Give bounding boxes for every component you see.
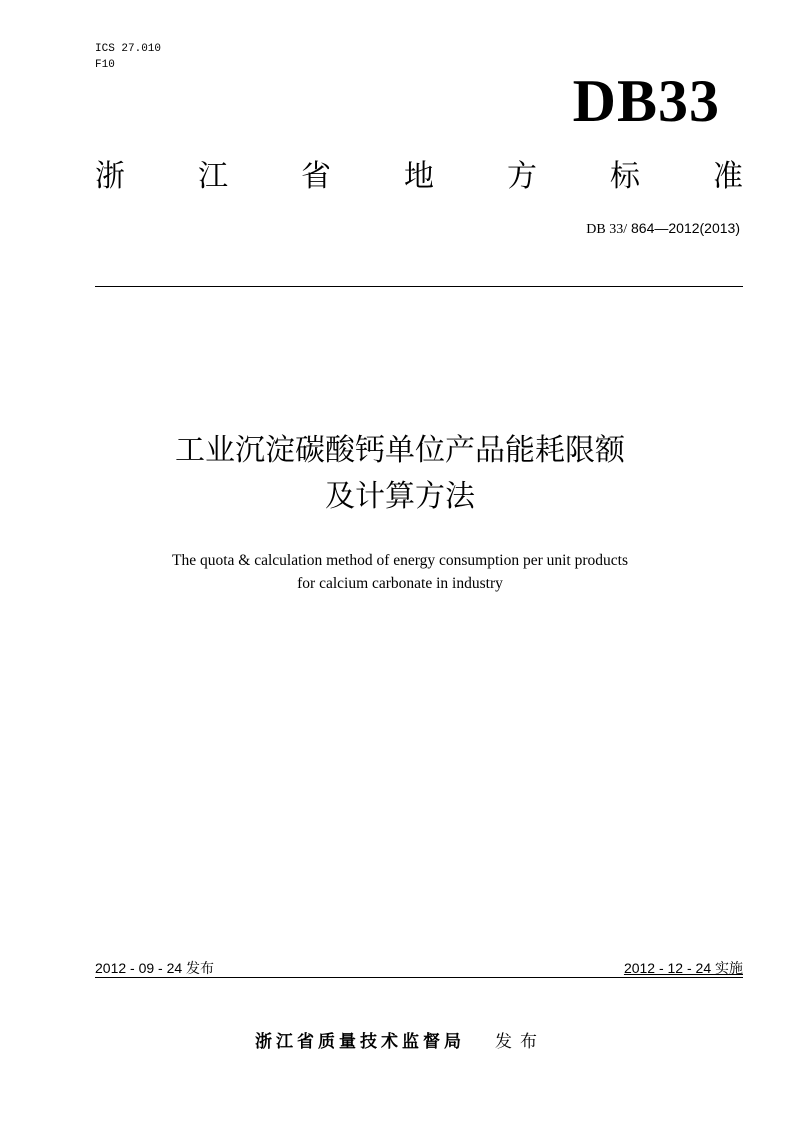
issue-date: 2012 - 09 - 24 发布 bbox=[95, 960, 215, 976]
standard-code-prefix: DB 33/ bbox=[586, 222, 628, 237]
classification-codes bbox=[95, 41, 161, 73]
standard-code bbox=[586, 218, 740, 240]
standard-title-char: 地 bbox=[404, 159, 434, 194]
standard-type-title bbox=[95, 155, 743, 199]
standard-title-char: 浙 bbox=[95, 159, 125, 194]
standard-title-char: 准 bbox=[713, 159, 743, 194]
standard-logo: DB33 bbox=[572, 68, 720, 134]
standard-title-char: 江 bbox=[198, 159, 228, 194]
ics-code: ICS 27.010 bbox=[95, 43, 162, 55]
publisher-line bbox=[0, 1030, 800, 1054]
publisher-org: 浙江省质量技术监督局 bbox=[255, 1032, 465, 1052]
ccs-code: F10 bbox=[95, 59, 115, 71]
standard-code-number: 864—2012(2013) bbox=[627, 220, 740, 236]
standard-title-char: 标 bbox=[610, 159, 640, 194]
publisher-action: 发布 bbox=[495, 1032, 545, 1052]
title-en-line-2: for calcium carbonate in industry bbox=[297, 575, 503, 592]
title-cn-line-1: 工业沉淀碳酸钙单位产品能耗限额 bbox=[175, 433, 625, 468]
standard-title-char: 省 bbox=[301, 159, 331, 194]
implementation-date bbox=[624, 958, 743, 978]
document-title-en bbox=[0, 549, 800, 595]
document-title-cn bbox=[0, 428, 800, 520]
title-en-line-1: The quota & calculation method of energy consumption per unit products bbox=[172, 552, 628, 569]
title-cn-line-2: 及计算方法 bbox=[325, 479, 475, 514]
footer-divider bbox=[95, 977, 743, 978]
implementation-date-text: 2012 - 12 - 24 实施 bbox=[623, 960, 743, 976]
standard-title-char: 方 bbox=[507, 159, 537, 194]
header-divider bbox=[95, 286, 743, 287]
